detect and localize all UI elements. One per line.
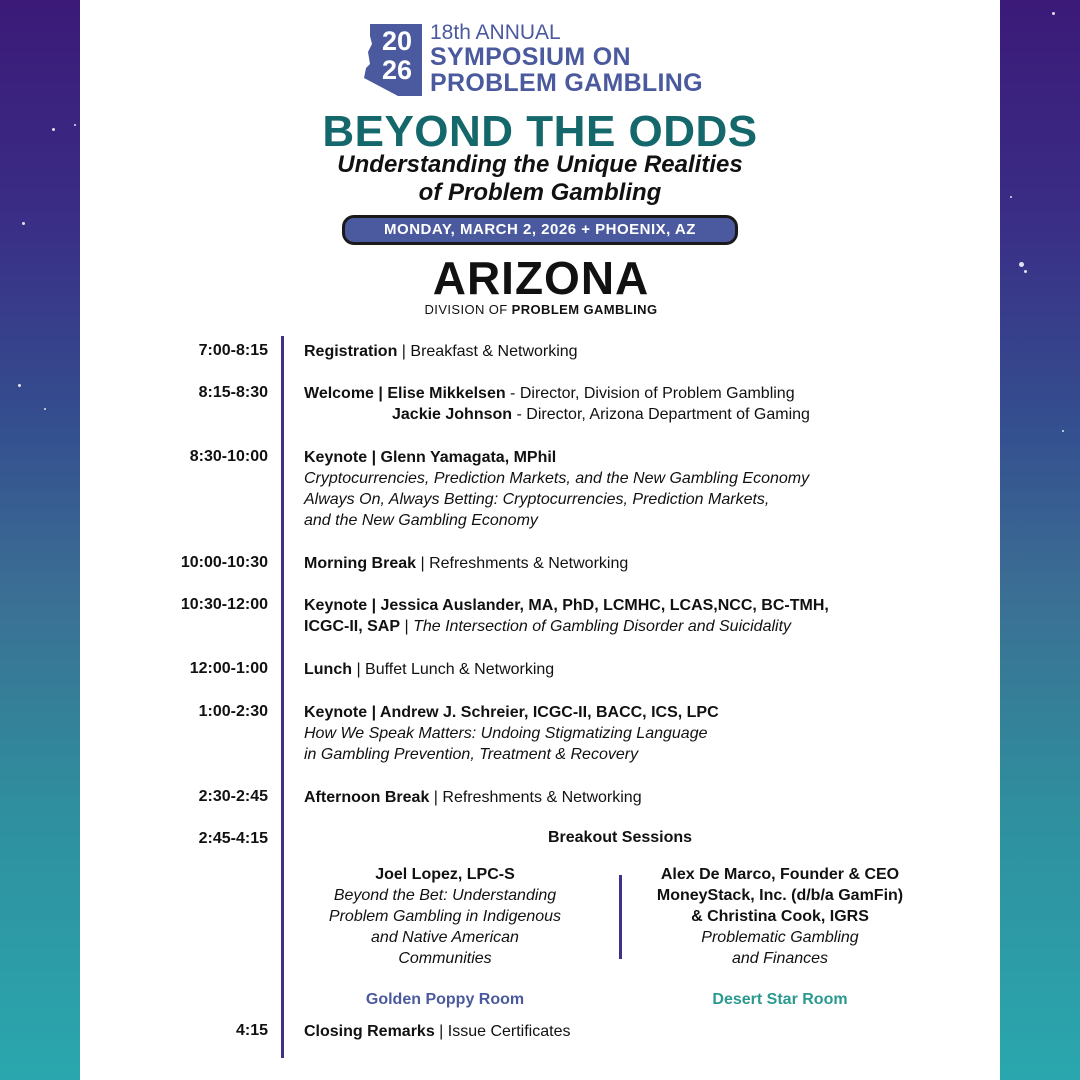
time-slot: 7:00-8:15 bbox=[198, 342, 268, 359]
time-slot: 4:15 bbox=[235, 1022, 268, 1039]
breakout-divider bbox=[619, 875, 622, 959]
schedule-item-registration: Registration | Breakfast & Networking bbox=[304, 343, 578, 360]
star-decoration bbox=[44, 408, 46, 410]
symposium-line-1: SYMPOSIUM ON bbox=[430, 43, 631, 71]
year-bottom: 26 bbox=[381, 55, 413, 85]
division-name: PROBLEM GAMBLING bbox=[511, 302, 658, 317]
time-slot: 8:30-10:00 bbox=[189, 448, 268, 465]
schedule-item-closing: Closing Remarks | Issue Certificates bbox=[304, 1023, 571, 1040]
time-slot: 10:00-10:30 bbox=[180, 554, 268, 571]
room-desert-star: Desert Star Room bbox=[712, 991, 848, 1008]
division-label bbox=[396, 302, 686, 317]
division-prefix: DIVISION OF bbox=[424, 302, 508, 317]
schedule-item-welcome: Welcome | Elise Mikkelsen - Director, Division of Problem Gambling Jackie Johnson - Director, Arizona Department of Gaming bbox=[304, 385, 810, 423]
schedule-item-afternoon-break: Afternoon Break | Refreshments & Networking bbox=[304, 789, 642, 806]
schedule-item-keynote-1: Keynote | Glenn Yamagata, MPhil Cryptocurrencies, Prediction Markets, and the New Gambling Economy Always On, Always Betting: Cryptocurrencies, Prediction Markets, and the New Gambling Economy bbox=[304, 449, 810, 529]
star-decoration bbox=[22, 222, 25, 225]
time-slot: 12:00-1:00 bbox=[189, 660, 268, 677]
time-slot: 2:30-2:45 bbox=[198, 788, 268, 805]
star-decoration bbox=[1062, 430, 1064, 432]
arizona-logo: ARIZONA bbox=[432, 252, 650, 304]
time-slot: 1:00-2:30 bbox=[198, 703, 268, 720]
subtitle bbox=[0, 151, 1080, 207]
time-slot: 10:30-12:00 bbox=[180, 596, 268, 613]
time-slot: 2:45-4:15 bbox=[198, 830, 268, 847]
schedule-item-morning-break: Morning Break | Refreshments & Networking bbox=[304, 555, 629, 572]
subtitle-line-2: of Problem Gambling bbox=[418, 179, 662, 206]
subtitle-line-1: Understanding the Unique Realities bbox=[337, 151, 743, 178]
annual-label: 18th ANNUAL bbox=[430, 21, 561, 44]
schedule-item-keynote-3: Keynote | Andrew J. Schreier, ICGC-II, BACC, ICS, LPC How We Speak Matters: Undoing Stigmatizing Language in Gambling Prevention, Treatment & Recovery bbox=[304, 704, 719, 763]
schedule-item-keynote-2: Keynote | Jessica Auslander, MA, PhD, LCMHC, LCAS,NCC, BC-TMH, ICGC-II, SAP | The Intersection of Gambling Disorder and Suicidality bbox=[304, 597, 829, 635]
symposium-name bbox=[430, 44, 703, 96]
star-decoration bbox=[1019, 262, 1024, 267]
star-decoration bbox=[1024, 270, 1027, 273]
breakout-title: Breakout Sessions bbox=[547, 829, 693, 846]
date-location-badge: MONDAY, MARCH 2, 2026 + PHOENIX, AZ bbox=[342, 215, 738, 245]
room-golden-poppy: Golden Poppy Room bbox=[365, 991, 525, 1008]
star-decoration bbox=[18, 384, 21, 387]
breakout-right: Alex De Marco, Founder & CEO MoneyStack, Inc. (d/b/a GamFin) & Christina Cook, IGRS Problematic Gambling and Finances bbox=[656, 866, 904, 967]
page-title: BEYOND THE ODDS bbox=[322, 107, 758, 156]
year-top: 20 bbox=[381, 26, 413, 56]
breakout-left: Joel Lopez, LPC-S Beyond the Bet: Understanding Problem Gambling in Indigenous and Native American Communities bbox=[328, 866, 562, 967]
star-decoration bbox=[1052, 12, 1055, 15]
schedule-item-lunch: Lunch | Buffet Lunch & Networking bbox=[304, 661, 555, 678]
time-slot: 8:15-8:30 bbox=[198, 384, 268, 401]
timeline-divider bbox=[281, 336, 284, 1058]
symposium-line-2: PROBLEM GAMBLING bbox=[430, 69, 703, 97]
